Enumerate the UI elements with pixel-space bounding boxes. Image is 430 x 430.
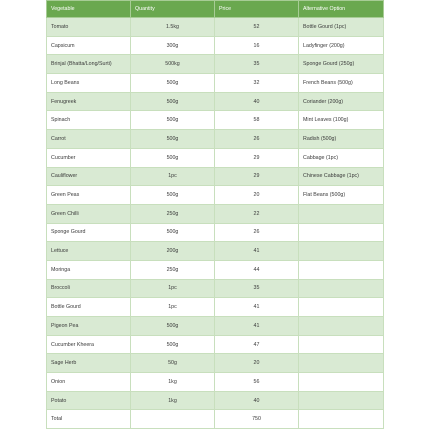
cell-alternative: French Beans (500g) — [299, 74, 384, 93]
column-header-vegetable: Vegetable — [47, 1, 131, 18]
cell-vegetable: Capsicum — [47, 36, 131, 55]
cell-quantity: 500kg — [131, 55, 215, 74]
cell-price: 26 — [215, 223, 299, 242]
cell-alternative — [299, 335, 384, 354]
cell-quantity: 500g — [131, 148, 215, 167]
table-row — [47, 373, 384, 392]
cell-quantity: 250g — [131, 204, 215, 223]
column-header-alternative: Alternative Option — [299, 1, 384, 18]
cell-alternative: Flat Beans (500g) — [299, 186, 384, 205]
cell-alternative — [299, 354, 384, 373]
table-row — [47, 186, 384, 205]
cell-vegetable: Green Chilli — [47, 204, 131, 223]
cell-alternative: Cabbage (1pc) — [299, 148, 384, 167]
cell-price: 32 — [215, 74, 299, 93]
cell-vegetable: Spinach — [47, 111, 131, 130]
table-row — [47, 130, 384, 149]
cell-quantity: 300g — [131, 36, 215, 55]
cell-quantity: 200g — [131, 242, 215, 261]
table-row — [47, 92, 384, 111]
vegetable-table — [46, 0, 384, 429]
cell-vegetable: Carrot — [47, 130, 131, 149]
cell-price: 26 — [215, 130, 299, 149]
cell-vegetable: Onion — [47, 373, 131, 392]
cell-vegetable: Fenugreek — [47, 92, 131, 111]
cell-alternative — [299, 373, 384, 392]
total-row — [47, 410, 384, 429]
table-row — [47, 74, 384, 93]
cell-price: 44 — [215, 260, 299, 279]
cell-quantity: 1kg — [131, 373, 215, 392]
cell-quantity: 500g — [131, 223, 215, 242]
cell-vegetable: Cucumber — [47, 148, 131, 167]
cell-price: 41 — [215, 298, 299, 317]
cell-price: 35 — [215, 279, 299, 298]
total-price: 750 — [215, 410, 299, 429]
table-row — [47, 18, 384, 37]
cell-price: 40 — [215, 92, 299, 111]
cell-quantity: 1kg — [131, 391, 215, 410]
cell-quantity: 1pc — [131, 298, 215, 317]
table-row — [47, 260, 384, 279]
cell-price: 20 — [215, 354, 299, 373]
total-alternative — [299, 410, 384, 429]
cell-price: 52 — [215, 18, 299, 37]
column-header-price: Price — [215, 1, 299, 18]
cell-quantity: 500g — [131, 92, 215, 111]
table-row — [47, 279, 384, 298]
cell-alternative: Bottle Gourd (1pc) — [299, 18, 384, 37]
cell-vegetable: Green Peas — [47, 186, 131, 205]
table-header — [47, 1, 384, 18]
total-quantity — [131, 410, 215, 429]
cell-price: 22 — [215, 204, 299, 223]
cell-quantity: 1pc — [131, 167, 215, 186]
cell-alternative: Mint Leaves (100g) — [299, 111, 384, 130]
cell-quantity: 500g — [131, 111, 215, 130]
cell-alternative: Sponge Gourd (250g) — [299, 55, 384, 74]
table-body — [47, 18, 384, 429]
cell-vegetable: Bottle Gourd — [47, 298, 131, 317]
cell-quantity: 250g — [131, 260, 215, 279]
header-row — [47, 1, 384, 18]
cell-vegetable: Tomato — [47, 18, 131, 37]
cell-vegetable: Brinjal (Bhatta/Long/Surti) — [47, 55, 131, 74]
table-row — [47, 111, 384, 130]
cell-alternative — [299, 223, 384, 242]
cell-alternative — [299, 204, 384, 223]
cell-price: 41 — [215, 317, 299, 336]
table-row — [47, 167, 384, 186]
cell-quantity: 500g — [131, 130, 215, 149]
cell-quantity: 1pc — [131, 279, 215, 298]
vegetable-price-sheet — [46, 0, 383, 429]
cell-alternative: Ladyfinger (200g) — [299, 36, 384, 55]
cell-quantity: 500g — [131, 317, 215, 336]
cell-price: 16 — [215, 36, 299, 55]
cell-quantity: 500g — [131, 335, 215, 354]
column-header-quantity: Quantity — [131, 1, 215, 18]
cell-alternative — [299, 391, 384, 410]
cell-price: 47 — [215, 335, 299, 354]
cell-vegetable: Sage Herb — [47, 354, 131, 373]
cell-quantity: 500g — [131, 186, 215, 205]
cell-price: 35 — [215, 55, 299, 74]
cell-alternative — [299, 279, 384, 298]
cell-vegetable: Cauliflower — [47, 167, 131, 186]
table-row — [47, 148, 384, 167]
table-row — [47, 55, 384, 74]
cell-quantity: 1.5kg — [131, 18, 215, 37]
cell-vegetable: Potato — [47, 391, 131, 410]
cell-alternative — [299, 298, 384, 317]
table-row — [47, 223, 384, 242]
table-row — [47, 204, 384, 223]
table-row — [47, 391, 384, 410]
cell-vegetable: Lettuce — [47, 242, 131, 261]
table-row — [47, 317, 384, 336]
cell-price: 56 — [215, 373, 299, 392]
cell-price: 58 — [215, 111, 299, 130]
cell-alternative — [299, 242, 384, 261]
cell-price: 41 — [215, 242, 299, 261]
cell-price: 40 — [215, 391, 299, 410]
cell-price: 29 — [215, 167, 299, 186]
cell-quantity: 50g — [131, 354, 215, 373]
cell-alternative: Coriander (200g) — [299, 92, 384, 111]
table-row — [47, 242, 384, 261]
cell-quantity: 500g — [131, 74, 215, 93]
cell-vegetable: Moringa — [47, 260, 131, 279]
cell-vegetable: Long Beans — [47, 74, 131, 93]
table-row — [47, 36, 384, 55]
cell-alternative — [299, 260, 384, 279]
cell-price: 20 — [215, 186, 299, 205]
table-row — [47, 335, 384, 354]
cell-vegetable: Sponge Gourd — [47, 223, 131, 242]
total-label: Total — [47, 410, 131, 429]
cell-alternative — [299, 317, 384, 336]
cell-vegetable: Broccoli — [47, 279, 131, 298]
cell-alternative: Radish (500g) — [299, 130, 384, 149]
cell-vegetable: Cucumber Kheera — [47, 335, 131, 354]
cell-alternative: Chinese Cabbage (1pc) — [299, 167, 384, 186]
table-row — [47, 354, 384, 373]
cell-vegetable: Pigeon Pea — [47, 317, 131, 336]
cell-price: 29 — [215, 148, 299, 167]
table-row — [47, 298, 384, 317]
